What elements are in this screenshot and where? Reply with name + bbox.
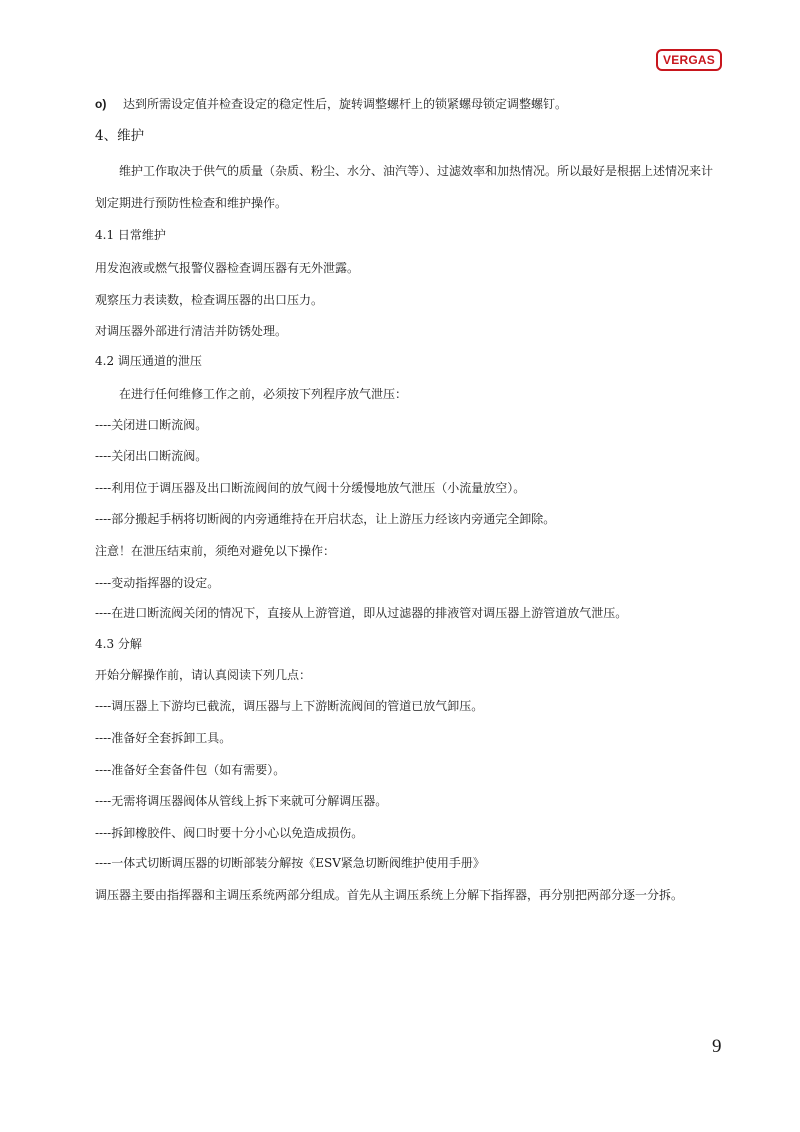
section-4-3-intro: 开始分解操作前，请认真阅读下列几点：: [95, 668, 312, 682]
list-item: ----准备好全套备件包（如有需要）。: [95, 763, 286, 777]
vergas-logo: VERGAS: [656, 49, 722, 71]
note-text: 注意！在泄压结束前，须绝对避免以下操作：: [95, 544, 336, 558]
item-o: [95, 96, 567, 112]
list-item: ----部分搬起手柄将切断阀的内旁通维持在开启状态，让上游压力经该内旁通完全卸除。: [95, 512, 556, 526]
section-4-3-heading: 4.3 分解: [95, 637, 142, 651]
list-item: ----在进口断流阀关闭的情况下，直接从上游管道，即从过滤器的排液管对调压器上游管道放气泄压。: [95, 606, 628, 620]
section-4-intro-line-2: 划定期进行预防性检查和维护操作。: [95, 196, 288, 210]
list-item: ----准备好全套拆卸工具。: [95, 731, 232, 745]
closing-paragraph: 调压器主要由指挥器和主调压系统两部分组成。首先从主调压系统上分解下指挥器，再分别把两部分逐一分拆。: [95, 888, 684, 902]
list-item: ----利用位于调压器及出口断流阀间的放气阀十分缓慢地放气泄压（小流量放空）。: [95, 481, 526, 495]
paragraph: 用发泡液或燃气报警仪器检查调压器有无外泄露。: [95, 261, 360, 275]
list-item: ----无需将调压器阀体从管线上拆下来就可分解调压器。: [95, 794, 388, 808]
paragraph: 观察压力表读数，检查调压器的出口压力。: [95, 293, 324, 307]
list-item: ----调压器上下游均已截流，调压器与上下游断流阀间的管道已放气卸压。: [95, 699, 484, 713]
page-number: 9: [712, 1036, 722, 1057]
section-4-heading: 4、维护: [95, 128, 145, 144]
section-4-1-heading: 4.1 日常维护: [95, 228, 166, 242]
section-4-2-heading: 4.2 调压通道的泄压: [95, 354, 202, 368]
section-4-2-intro: 在进行任何维修工作之前，必须按下列程序放气泄压：: [119, 387, 408, 401]
list-item: ----一体式切断调压器的切断部装分解按《ESV紧急切断阀维护使用手册》: [95, 856, 485, 870]
list-item: ----拆卸橡胶件、阀口时要十分小心以免造成损伤。: [95, 826, 364, 840]
list-item: ----变动指挥器的设定。: [95, 576, 220, 590]
list-item: ----关闭进口断流阀。: [95, 418, 208, 432]
item-marker: o): [95, 97, 107, 111]
section-4-intro-line-1: 维护工作取决于供气的质量（杂质、粉尘、水分、油汽等）、过滤效率和加热情况。所以最好是根据上述情况来计: [119, 164, 714, 178]
item-o-text: 达到所需设定值并检查设定的稳定性后，旋转调整螺杆上的锁紧螺母锁定调整螺钉。: [123, 97, 568, 111]
paragraph: 对调压器外部进行清洁并防锈处理。: [95, 324, 288, 338]
list-item: ----关闭出口断流阀。: [95, 449, 208, 463]
